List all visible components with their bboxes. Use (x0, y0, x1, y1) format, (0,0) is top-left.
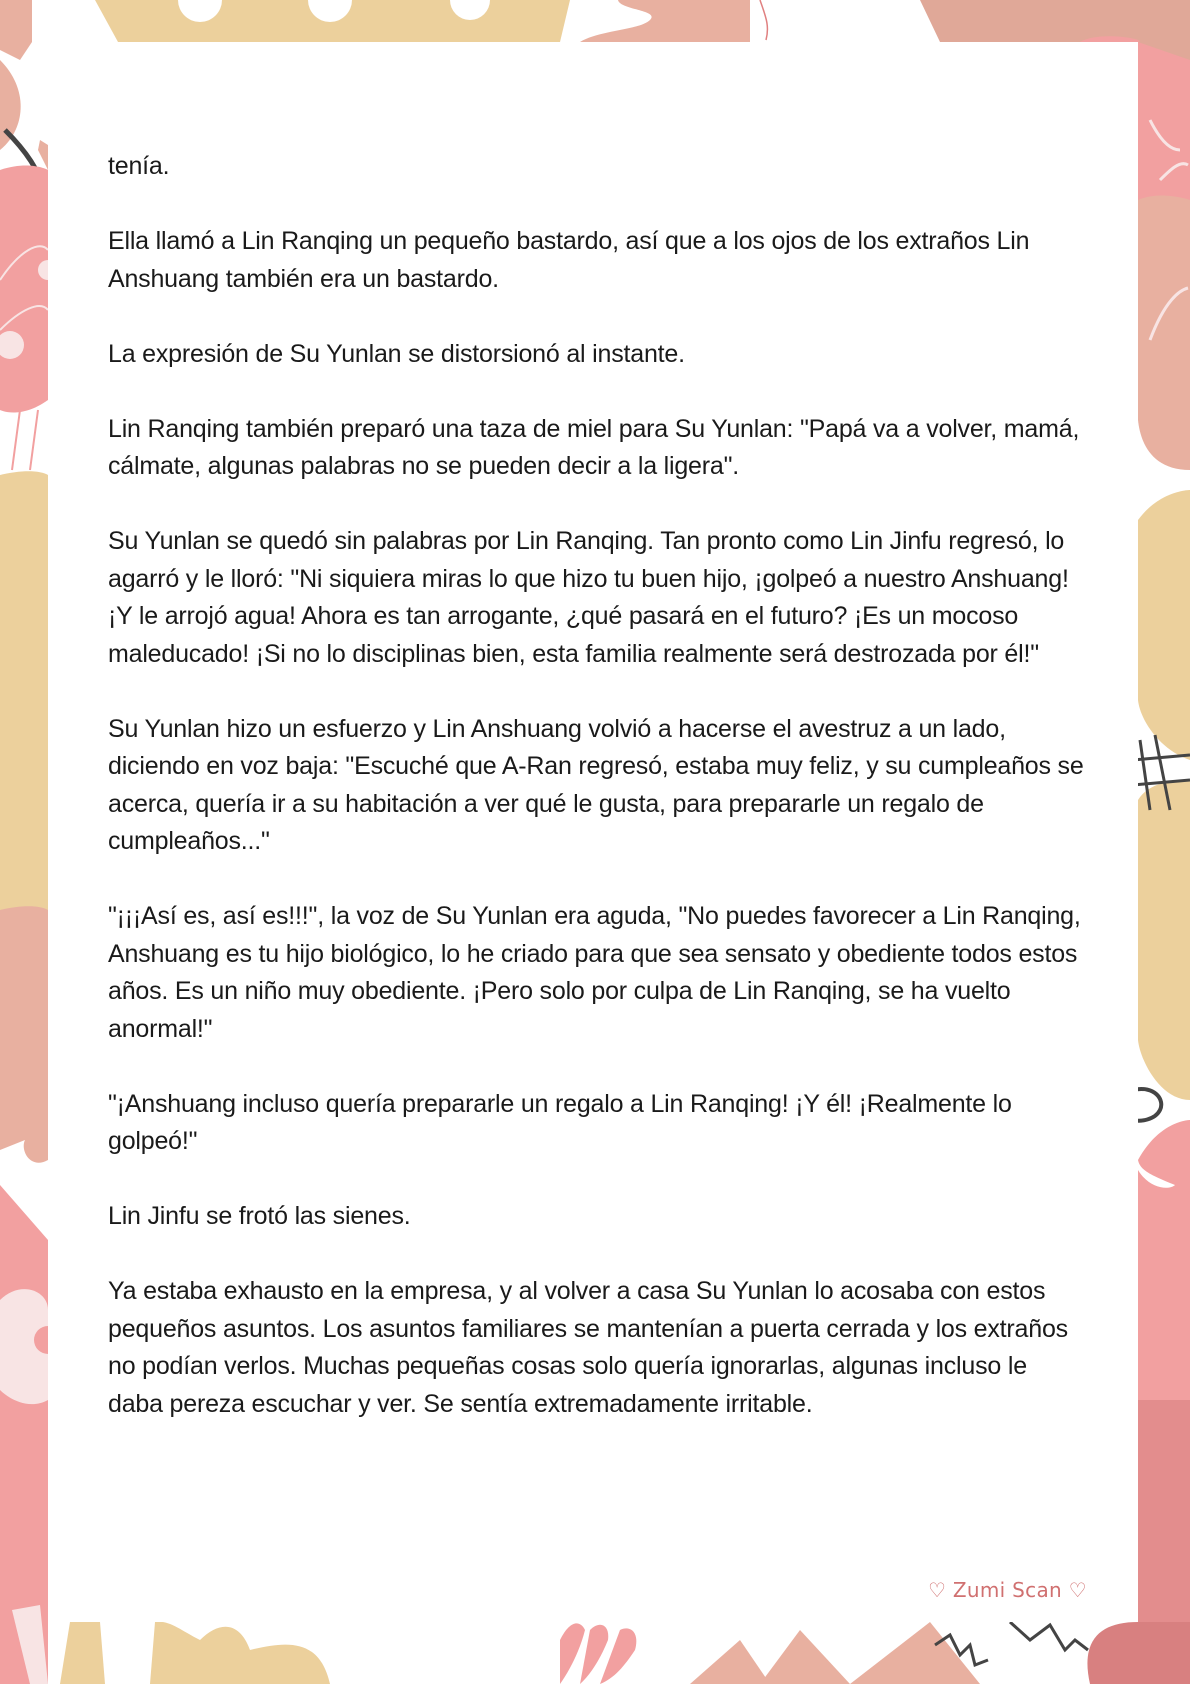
paragraph: Ella llamó a Lin Ranqing un pequeño bastardo, así que a los ojos de los extraños Lin Anshuang también era un bastardo. (108, 227, 1030, 293)
paragraph: Su Yunlan hizo un esfuerzo y Lin Anshuang volvió a hacerse el avestruz a un lado, diciendo en voz baja: "Escuché que A-Ran regresó, estaba muy feliz, y su cumpleaños se acerca, quería ir a su habitación a ver qué le gusta, para prepararle un regalo de cumpleaños..." (108, 714, 1084, 855)
paragraph: Lin Ranqing también preparó una taza de miel para Su Yunlan: "Papá va a volver, mamá, cálmate, algunas palabras no se pueden decir a la ligera". (108, 414, 1080, 480)
document-body (108, 148, 1088, 1461)
paragraph: "¡Anshuang incluso quería prepararle un regalo a Lin Ranqing! ¡Y él! ¡Realmente lo golpeó!" (108, 1089, 1012, 1155)
paragraph: tenía. (108, 152, 170, 180)
paragraph: "¡¡¡Así es, así es!!!", la voz de Su Yunlan era aguda, "No puedes favorecer a Lin Ranqing, Anshuang es tu hijo biológico, lo he criado para que sea sensato y obediente todos estos años. Es un niño muy obediente. ¡Pero solo por culpa de Lin Ranqing, se ha vuelto anormal!" (108, 902, 1081, 1043)
paragraph: Ya estaba exhausto en la empresa, y al volver a casa Su Yunlan lo acosaba con estos pequeños asuntos. Los asuntos familiares se mantenían a puerta cerrada y los extraños no podían verlos. Muchas pequeñas cosas solo quería ignorarlas, algunas incluso le daba pereza escuchar y ver. Se sentía extremadamente irritable. (108, 1277, 1068, 1418)
paragraph: Su Yunlan se quedó sin palabras por Lin Ranqing. Tan pronto como Lin Jinfu regresó, lo agarró y le lloró: "Ni siquiera miras lo que hizo tu buen hijo, ¡golpeó a nuestro Anshuang! ¡Y le arrojó agua! Ahora es tan arrogante, ¿qué pasará en el futuro? ¡Es un mocoso maleducado! ¡Si no lo disciplinas bien, esta familia realmente será destrozada por él!" (108, 527, 1069, 668)
watermark: ♡ Zumi Scan ♡ (928, 1578, 1087, 1602)
paragraph: Lin Jinfu se frotó las sienes. (108, 1202, 411, 1230)
paragraph: La expresión de Su Yunlan se distorsionó al instante. (108, 339, 685, 368)
